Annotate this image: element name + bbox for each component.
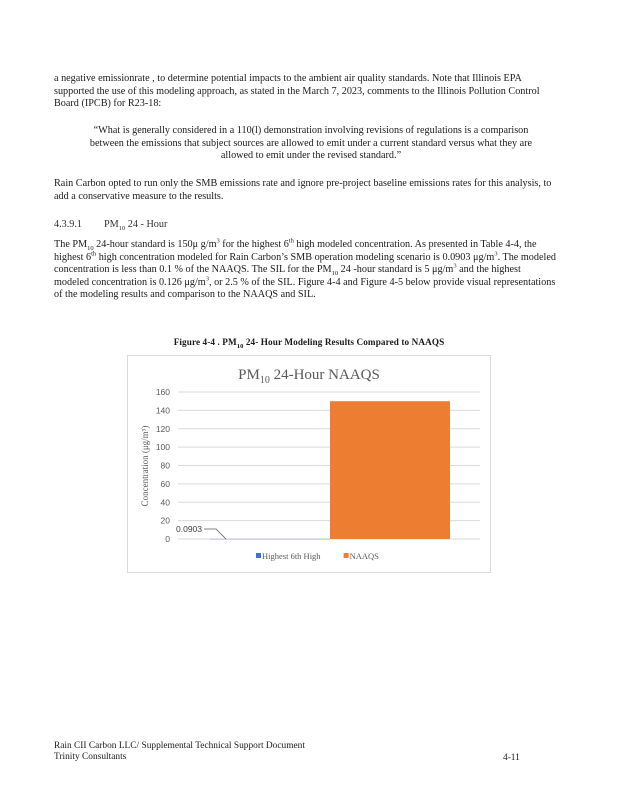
section-title-sub: 10 [118, 225, 126, 233]
y-tick-label: 40 [160, 497, 170, 508]
page-number: 4-11 [503, 753, 520, 763]
y-tick-label: 120 [155, 423, 170, 434]
results-sub-6: 10 [331, 270, 339, 278]
block-quote: “What is generally considered in a 110(l) demonstration involving revisions of regulations is a comparison between the emissions that subject sources are allowed to emit under a current standard versus what they are allowed to emit under the revised standard.” [89, 125, 533, 162]
results-text-7: 24 -hour standard is 5 μg/m [338, 264, 454, 276]
section-number: 4.3.9.1 [54, 219, 83, 230]
chart-bars [176, 401, 450, 539]
results-sup-5: 3 [494, 250, 498, 258]
results-sup-4: th [91, 250, 97, 258]
footer-left [54, 741, 305, 764]
legend-swatch [256, 553, 261, 558]
results-text-3: for the highest 6 [219, 239, 289, 250]
section-title-prefix: PM [104, 219, 119, 230]
figure-caption-prefix: Figure 4-4 . PM [173, 337, 237, 347]
section-heading [54, 219, 167, 232]
bar-naaqs [330, 401, 450, 539]
y-tick-label: 160 [155, 387, 170, 397]
y-tick-label: 0 [165, 534, 170, 544]
chart-y-ticks [156, 387, 170, 544]
footer-company: Trinity Consultants [54, 752, 127, 763]
section-title-suffix: 24 - Hour [125, 219, 168, 230]
figure-caption-suffix: 24- Hour Modeling Results Compared to NAAQS [243, 337, 445, 347]
results-text-8: and the highest modeled concentration is 0.126 μg/m [54, 264, 521, 288]
results-sup-3: th [288, 237, 294, 245]
results-text-2: 24-hour standard is 150μ g/m [93, 239, 217, 250]
data-label: 0.0903 [176, 524, 202, 534]
data-label-leader [204, 529, 226, 539]
y-tick-label: 60 [160, 478, 170, 489]
results-text-9: , or 2.5 % of the SIL. Figure 4-4 and Figure 4-5 below provide visual representations of the modeling results and comparison to the NAAQS and SIL. [54, 276, 556, 301]
y-axis-label: Concentration (μg/m³) [140, 425, 150, 507]
legend-label: Highest 6th High [262, 551, 321, 561]
chart-title: $PM_{10}$ 24-Hour NAAQS [238, 367, 380, 386]
legend-swatch [344, 553, 349, 558]
results-text-6: . The modeled concentration is less than 0.1 % of the NAAQS. The SIL for the PM [54, 251, 556, 276]
y-tick-label: 80 [160, 460, 170, 471]
figure-caption [0, 336, 618, 349]
chart-legend [256, 551, 379, 561]
results-text-4: high modeled concentration. As presented in Table 4-4, the highest 6 [54, 239, 537, 263]
results-sup-7: 3 [453, 262, 457, 270]
intro-paragraph: a negative emissionrate , to determine potential impacts to the ambient air quality standards. Note that Illinois EPA supported the use of this modeling approach, as stated in the March 7, 2023, comments to the Illinois Pollution Control Board (IPCB) for R23-18: [54, 73, 540, 110]
pm10-chart [128, 356, 490, 572]
chart-container [127, 355, 491, 573]
results-text-1: The PM [54, 239, 88, 250]
y-tick-label: 20 [160, 515, 170, 526]
results-sup-2: 3 [216, 237, 220, 245]
y-tick-label: 140 [155, 405, 170, 416]
y-tick-label: 100 [155, 442, 170, 453]
results-text-5: high concentration modeled for Rain Carbon’s SMB operation modeling scenario is 0.0903 μg/m [96, 251, 495, 263]
results-paragraph [54, 239, 556, 302]
footer-document-title: Rain CII Carbon LLC/ Supplemental Technical Support Document [54, 741, 305, 751]
results-sub-1: 10 [87, 245, 94, 253]
conservative-paragraph: Rain Carbon opted to run only the SMB emissions rate and ignore pre-project baseline emissions rates for this analysis, to add a conservative measure to the results. [54, 178, 552, 202]
figure-caption-sub: 10 [236, 342, 244, 350]
legend-label: NAAQS [349, 551, 379, 561]
results-sup-8: 3 [205, 275, 209, 283]
